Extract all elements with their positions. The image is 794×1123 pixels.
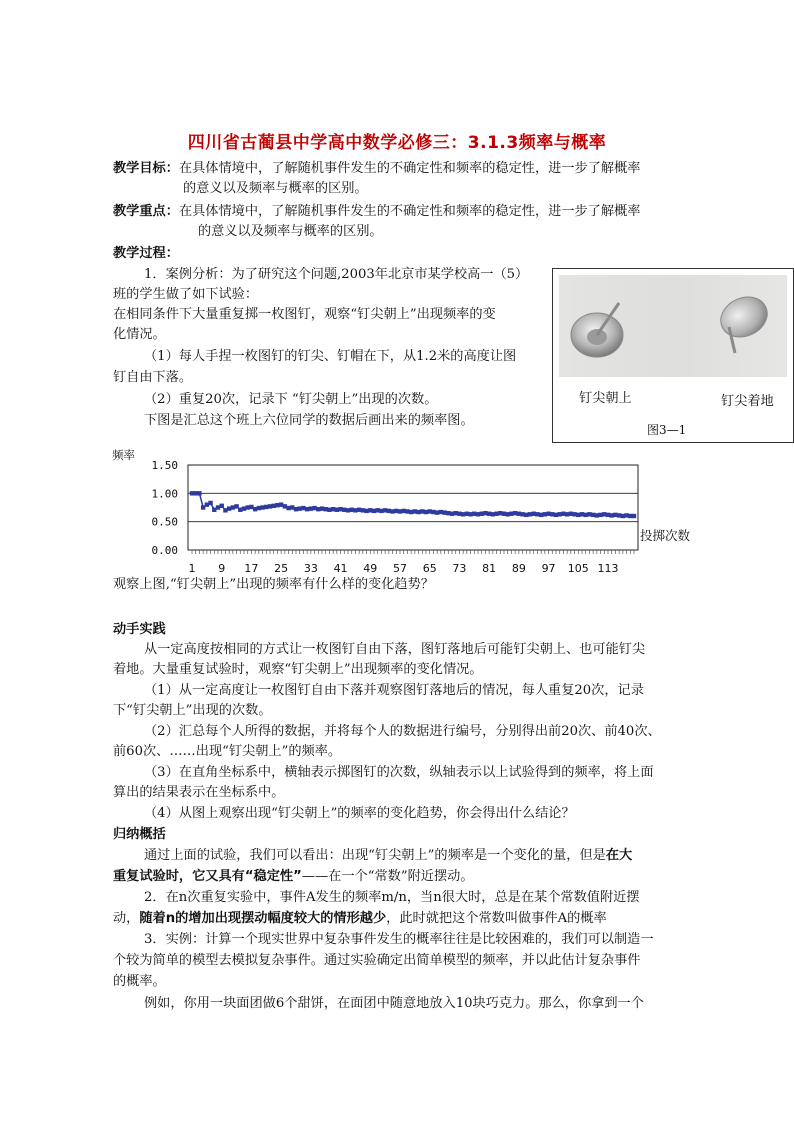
summary-p2-bold: 随着n的增加出现摆动幅度较大的情形越少	[139, 911, 387, 926]
label-tip-up: 钉尖朝上	[579, 391, 632, 406]
chart-x-tick-label: 49	[363, 562, 378, 575]
figure-box	[552, 268, 794, 443]
practice-p4-line2: 算出的结果表示在坐标系中。	[113, 785, 285, 800]
chart-x-tick-label: 65	[422, 562, 437, 575]
summary-p1-bold: 在大	[605, 848, 633, 863]
teaching-goal-label: 教学目标：	[113, 161, 179, 176]
summary-p4-line1: 例如，你用一块面团做6个甜饼，在面团中随意地放入10块巧克力。那么，你拿到一个	[144, 996, 644, 1011]
step2-line: （2）重复20次，记录下 “钉尖朝上”出现的次数。	[144, 392, 438, 407]
case-line-4: 化情况。	[113, 327, 166, 342]
summary-p1-text-2: ——在一个“常数”附近摆动。	[301, 869, 474, 884]
practice-p3-line2: 前60次、……出现“钉尖朝上”的频率。	[113, 744, 342, 759]
chart-y-tick-label: 0.50	[151, 515, 178, 529]
chart-x-tick-label: 105	[567, 562, 589, 575]
chart-x-tick-label: 81	[482, 562, 497, 575]
case-line-3: 在相同条件下大量重复掷一枚图钉，观察“钉尖朝上”出现频率的变	[113, 307, 496, 322]
summary-p1-bold-2: 重复试验时，它又具有“稳定性”	[113, 869, 302, 884]
page-title: 四川省古蔺县中学高中数学必修三：3.1.3频率与概率	[187, 133, 607, 153]
practice-p1-line2: 着地。大量重复试验时，观察“钉尖朝上”出现频率的变化情况。	[113, 662, 483, 677]
practice-p3-line1: （2）汇总每个人所得的数据，并将每个人的数据进行编号，分别得出前20次、前40次、	[144, 724, 661, 739]
teaching-key-text: 在具体情境中，了解随机事件发生的不确定性和频率的稳定性，进一步了解概率	[178, 204, 641, 219]
practice-label: 动手实践	[113, 622, 166, 637]
summary-p2-text-a: 动，	[113, 911, 140, 926]
chart-x-tick-label: 1	[188, 562, 196, 575]
step3-line: 下图是汇总这个班上六位同学的数据后画出来的频率图。	[144, 413, 474, 428]
chart-point	[220, 504, 224, 508]
chart-y-tick-label: 0.00	[151, 544, 178, 557]
question-line: 观察上图,“钉尖朝上”出现的频率有什么样的变化趋势？	[113, 577, 434, 592]
chart-x-tick-label: 17	[244, 562, 259, 575]
chart-x-tick-label: 57	[393, 562, 407, 575]
summary-p1-line2	[113, 867, 474, 887]
summary-label: 归纳概括	[113, 827, 166, 842]
teaching-key-line2: 的意义以及频率与概率的区别。	[198, 224, 383, 239]
frequency-chart	[110, 445, 710, 580]
chart-x-tick-label: 97	[541, 562, 556, 575]
practice-p1-line1: 从一定高度按相同的方式让一枚图钉自由下落，图钉落地后可能钉尖朝上、也可能钉尖	[144, 642, 646, 657]
practice-p5-line1: （4）从图上观察出现“钉尖朝上”的频率的变化趋势，你会得出什么结论？	[144, 806, 575, 821]
case-line-1: 1．案例分析：为了研究这个问题,2003年北京市某学校高一（5）	[144, 267, 529, 282]
teaching-key-line1	[113, 202, 641, 222]
chart-x-tick-label: 9	[218, 562, 226, 575]
chart-point	[208, 501, 212, 505]
chart-y-tick-label: 1.00	[151, 487, 178, 501]
summary-p2-line1: 2．在n次重复实验中，事件A发生的频率m/n，当n很大时，总是在某个常数值附近摆	[144, 890, 640, 905]
step1-line-2: 钉自由下落。	[113, 370, 193, 385]
process-label: 教学过程：	[113, 246, 179, 261]
teaching-goal-line1	[113, 159, 641, 179]
chart-x-tick-label: 33	[303, 562, 318, 575]
label-tip-down: 钉尖着地	[721, 394, 774, 409]
summary-p3-line2: 个较为简单的模型去模拟复杂事件。通过实验确定出简单模型的频率，并以此估计复杂事件	[113, 953, 641, 968]
teaching-goal-line2: 的意义以及频率与概率的区别。	[183, 181, 368, 196]
chart-x-tick-label: 41	[333, 562, 348, 575]
summary-p1-line1	[144, 846, 632, 866]
teaching-key-label: 教学重点：	[113, 204, 179, 219]
thumbtack-illustration	[559, 275, 787, 377]
summary-p3-line3: 的概率。	[113, 974, 166, 989]
chart-y-tick-label: 1.50	[151, 459, 178, 472]
practice-p4-line1: （3）在直角坐标系中，横轴表示掷图钉的次数，纵轴表示以上试验得到的频率，将上面	[144, 765, 654, 780]
chart-x-tick-label: 73	[452, 562, 467, 575]
summary-p2-line2	[113, 909, 607, 929]
summary-p1-text: 通过上面的试验，我们可以看出：出现“钉尖朝上”的频率是一个变化的量，但是	[144, 848, 606, 863]
case-line-2: 班的学生做了如下试验：	[113, 287, 259, 302]
thumbtack-photo	[559, 275, 787, 377]
step1-line-1: （1）每人手捏一枚图钉的钉尖、钉帽在下，从1.2米的高度让图	[144, 349, 517, 364]
chart-x-tick-label: 113	[597, 562, 619, 575]
figure-caption: 图3—1	[647, 423, 687, 437]
chart-xlabel: 投掷次数	[640, 528, 691, 543]
chart-ylabel: 频率	[112, 448, 135, 462]
chart-x-tick-label: 89	[511, 562, 526, 575]
chart-x-tick-label: 25	[274, 562, 289, 575]
practice-p2-line1: （1）从一定高度让一枚图钉自由下落并观察图钉落地后的情况，每人重复20次，记录	[144, 683, 644, 698]
chart-point	[632, 514, 636, 518]
teaching-goal-text: 在具体情境中，了解随机事件发生的不确定性和频率的稳定性，进一步了解概率	[178, 161, 641, 176]
practice-p2-line2: 下“钉尖朝上”出现的次数。	[113, 703, 272, 718]
summary-p3-line1: 3．实例：计算一个现实世界中复杂事件发生的概率往往是比较困难的，我们可以制造一	[144, 932, 654, 947]
chart-point	[197, 491, 201, 495]
summary-p2-text-c: ，此时就把这个常数叫做事件A的概率	[386, 911, 607, 926]
